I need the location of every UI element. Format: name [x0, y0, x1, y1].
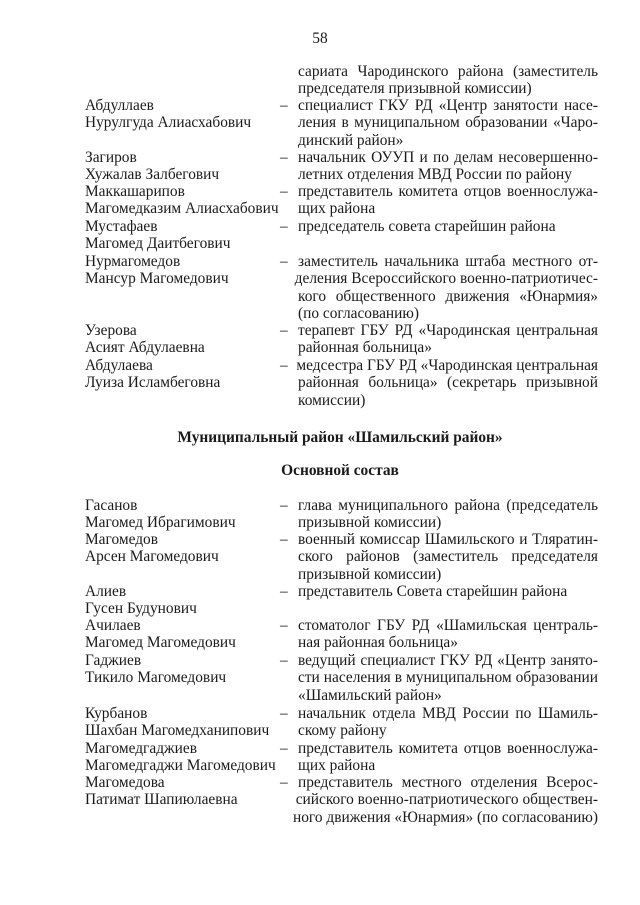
member-role	[280, 617, 598, 652]
member-name-line: Магомед Ибрагимович	[85, 514, 236, 532]
member-role	[280, 218, 598, 235]
member-role	[280, 531, 598, 583]
member-role	[280, 357, 598, 409]
member-name-line: Курбанов	[85, 705, 148, 722]
member-name	[85, 322, 285, 357]
member-name-line: Алиев	[85, 583, 127, 600]
member-role-line: – глава муниципального района (председатель	[280, 497, 598, 514]
member-name-line: Нурмагомедов	[85, 253, 181, 270]
member-name-line: Шахбан Магомедханипович	[85, 722, 270, 740]
member-name-line: Нурулгуда Алиасхабович	[85, 114, 252, 132]
dash-marker: –	[280, 149, 288, 166]
member-role-line: – начальник ОУУП и по делам несовершенно-	[280, 149, 598, 166]
member-role	[280, 583, 598, 600]
member-role-line: сти населения в муниципальном образовании	[298, 669, 598, 687]
member-role-line: председателя призывной комиссии)	[298, 80, 532, 98]
member-name-line: Ачилаев	[85, 617, 141, 634]
member-role-line: – ведущий специалист ГКУ РД «Центр занято-	[280, 652, 598, 669]
member-role-line: деления Всероссийского военно-патриотичес-	[294, 270, 598, 288]
member-role-line: комиссии)	[298, 391, 366, 409]
member-name-line: Гасанов	[85, 497, 138, 514]
member-name-line: Маккашарипов	[85, 183, 185, 200]
member-name-line: Мустафаев	[85, 218, 158, 235]
member-name-line: Хужалав Залбегович	[85, 166, 220, 184]
member-name	[85, 705, 285, 740]
member-role-line: ная районная больница»	[298, 634, 458, 652]
member-name	[85, 652, 285, 687]
member-role-line: районная больница»	[298, 339, 432, 357]
member-name	[85, 183, 285, 218]
member-role-line: – заместитель начальника штаба местного от-	[280, 253, 598, 270]
member-name-line: Абдуллаев	[85, 97, 154, 114]
member-role-line: щих района	[298, 757, 376, 775]
member-role-line: – военный комиссар Шамильского и Тляратин-	[280, 531, 598, 548]
member-name-line: Магомедова	[85, 774, 165, 791]
page-number: 58	[312, 30, 328, 47]
member-role-line: – представитель комитета отцов военнослужа-	[280, 183, 598, 200]
dash-marker: –	[280, 531, 288, 548]
member-role-line: щих района	[298, 200, 376, 218]
member-name-line: Загиров	[85, 149, 137, 166]
member-name-line: Мансур Магомедович	[85, 270, 229, 288]
member-name-line: Абдулаева	[85, 357, 153, 374]
member-name-line: Узерова	[85, 322, 137, 339]
dash-marker: –	[280, 97, 288, 114]
member-role-line: ского районов (заместитель председателя	[298, 548, 598, 566]
member-name-line: Магомедгаджи Магомедович	[85, 757, 276, 775]
member-name-line: Патимат Шапиюлаевна	[85, 791, 238, 809]
member-role-line: призывной комиссии)	[298, 514, 442, 532]
member-role-line: – представитель местного отделения Всерос-	[280, 774, 598, 791]
member-name-line: Магомедказим Алиасхабович	[85, 200, 279, 218]
member-name	[85, 357, 285, 392]
member-role-line: – начальник отдела МВД России по Шамиль-	[280, 705, 598, 722]
member-role-line: кого общественного движения «Юнармия»	[298, 287, 598, 305]
member-role-line: – представитель Совета старейшин района	[280, 583, 568, 600]
member-role-line: – медсестра ГБУ РД «Чародинская центральная	[280, 357, 598, 374]
member-role-line: призывной комиссии)	[298, 565, 442, 583]
member-name-line: Магомед Магомедович	[85, 634, 236, 652]
dash-marker: –	[280, 497, 288, 514]
dash-marker: –	[280, 774, 288, 791]
dash-marker: –	[280, 652, 288, 669]
member-role	[280, 774, 598, 826]
member-role-line: – специалист ГКУ РД «Центр занятости насе-	[280, 97, 598, 114]
member-name	[85, 531, 285, 566]
dash-marker: –	[280, 253, 288, 270]
member-role-line: ного движения «Юнармия» (по согласованию)	[292, 808, 598, 826]
member-role	[280, 97, 598, 149]
subsection-heading: Основной состав	[281, 462, 399, 479]
member-role-line: летних отделения МВД России по району	[298, 166, 572, 184]
dash-marker: –	[280, 322, 288, 339]
member-role-line: ления в муниципальном образовании «Чаро-	[298, 114, 598, 132]
member-name	[85, 497, 285, 532]
member-name-line: Гаджиев	[85, 652, 142, 669]
member-name-line: Арсен Магомедович	[85, 548, 219, 566]
member-name	[85, 774, 285, 809]
dash-marker: –	[280, 617, 288, 634]
member-role-line: – стоматолог ГБУ РД «Шамильская централь-	[280, 617, 598, 634]
dash-marker: –	[280, 357, 288, 374]
member-role	[280, 183, 598, 218]
member-name	[85, 617, 285, 652]
member-name-line: Гусен Будунович	[85, 600, 197, 618]
member-role	[280, 740, 598, 775]
member-role-line: – представитель комитета отцов военнослужа-	[280, 740, 598, 757]
member-role-line: «Шамильский район»	[298, 686, 442, 704]
dash-marker: –	[280, 740, 288, 757]
dash-marker: –	[280, 583, 288, 600]
member-role	[280, 149, 598, 184]
member-name-line: Магомедгаджиев	[85, 740, 197, 757]
member-role-line: сариата Чародинского района (заместитель	[298, 63, 598, 80]
member-name	[85, 149, 285, 184]
dash-marker: –	[280, 218, 288, 235]
member-name	[85, 583, 285, 618]
member-name-line: Магомедов	[85, 531, 159, 548]
member-role	[280, 63, 598, 98]
member-name-line: Асият Абдулаевна	[85, 339, 205, 357]
member-role-line: (по согласованию)	[298, 304, 419, 322]
member-role-line: скому району	[298, 722, 387, 740]
member-name-line: Луиза Исламбеговна	[85, 374, 221, 392]
member-name	[85, 253, 285, 288]
member-role	[280, 705, 598, 740]
dash-marker: –	[280, 705, 288, 722]
member-role	[280, 652, 598, 704]
member-role-line: динский район»	[298, 131, 404, 149]
member-name-line: Магомед Даитбегович	[85, 235, 231, 253]
member-name-line: Тикило Магомедович	[85, 669, 227, 687]
member-name	[85, 740, 285, 775]
member-role	[280, 322, 598, 357]
dash-marker: –	[280, 183, 288, 200]
member-role	[280, 497, 598, 532]
section-heading: Муниципальный район «Шамильский район»	[177, 429, 503, 446]
member-role-line: сийского военно-патриотического обществен-	[295, 791, 598, 809]
member-name	[85, 97, 285, 132]
member-role-line: – терапевт ГБУ РД «Чародинская центральная	[280, 322, 598, 339]
member-role	[280, 253, 598, 322]
member-role-line: районная больница» (секретарь призывной	[298, 374, 598, 392]
member-name	[85, 218, 285, 253]
member-role-line: – председатель совета старейшин района	[280, 218, 556, 235]
